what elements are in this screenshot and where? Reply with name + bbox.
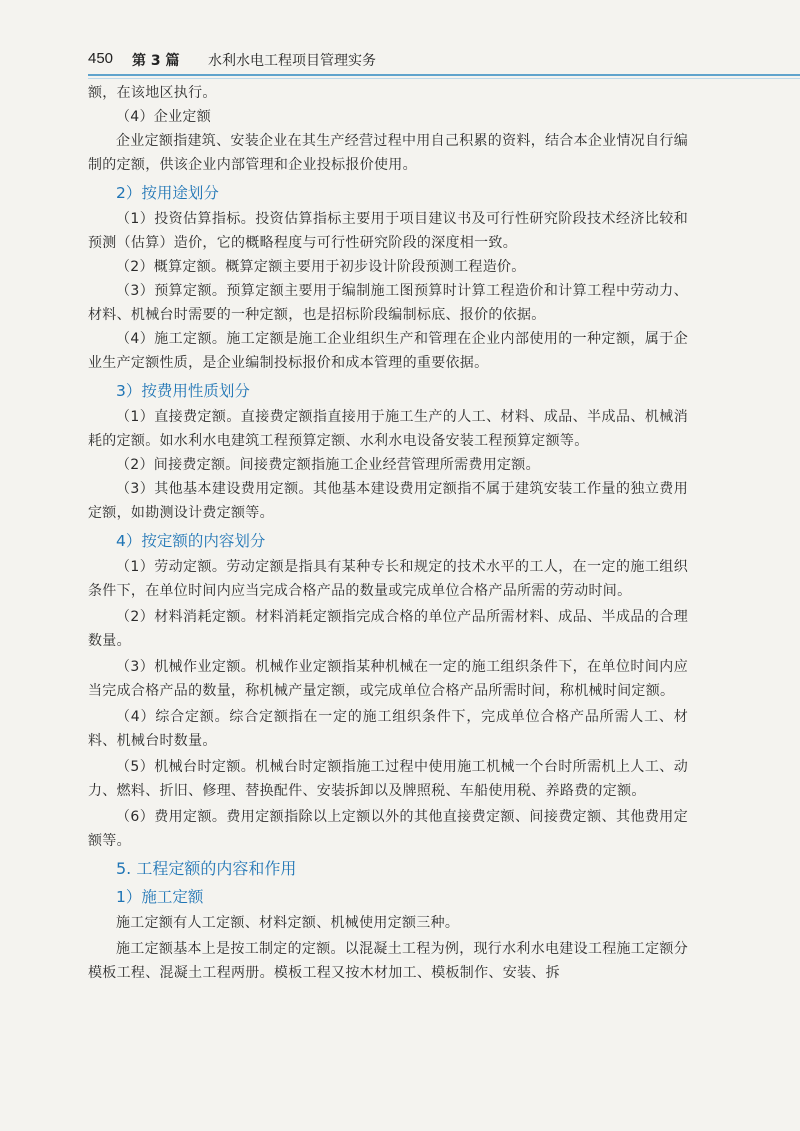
paragraph-enterprise-quota: 企业定额指建筑、安装企业在其生产经营过程中用自己积累的资料，结合本企业情况自行编制的定额，供该企业内部管理和企业投标报价使用。: [88, 133, 688, 173]
book-title: 水利水电工程项目管理实务: [208, 53, 376, 69]
paragraph-composite-quota: （4）综合定额。综合定额指在一定的施工组织条件下，完成单位合格产品所需人工、材料、机械台时数量。: [88, 709, 688, 749]
running-header: [88, 46, 788, 72]
heading-by-use: 2）按用途划分: [116, 184, 219, 202]
paragraph-fee-quota: （6）费用定额。费用定额指除以上定额以外的其他直接费定额、间接费定额、其他费用定额等。: [88, 809, 688, 849]
paragraph-labor-quota: （1）劳动定额。劳动定额是指具有某种专长和规定的技术水平的工人，在一定的施工组织条件下，在单位时间内应当完成合格产品的数量或完成单位合格产品所需的劳动时间。: [88, 559, 688, 599]
paragraph-material-quota: （2）材料消耗定额。材料消耗定额指完成合格的单位产品所需材料、成品、半成品的合理数量。: [88, 609, 688, 649]
header-rule: [88, 74, 800, 76]
paragraph-machine-quota: （3）机械作业定额。机械作业定额指某种机械在一定的施工组织条件下，在单位时间内应当完成合格产品的数量，称机械产量定额，或完成单位合格产品所需时间，称机械时间定额。: [88, 659, 688, 699]
paragraph-continuation: 额，在该地区执行。: [88, 85, 217, 101]
paragraph-other-fee: （3）其他基本建设费用定额。其他基本建设费用定额指不属于建筑安装工作量的独立费用定额，如勘测设计费定额等。: [88, 481, 688, 521]
heading-by-fee-nature: 3）按费用性质划分: [116, 382, 250, 400]
paragraph-construction-types: 施工定额有人工定额、材料定额、机械使用定额三种。: [116, 915, 460, 931]
paragraph-enterprise-quota-label: （4）企业定额: [116, 109, 212, 125]
paragraph-construction-detail: 施工定额基本上是按工制定的定额。以混凝土工程为例，现行水利水电建设工程施工定额分模板工程、混凝土工程两册。模板工程又按木材加工、模板制作、安装、拆: [88, 941, 688, 981]
paragraph-construction-quota: （4）施工定额。施工定额是施工企业组织生产和管理在企业内部使用的一种定额，属于企业生产定额性质，是企业编制投标报价和成本管理的重要依据。: [88, 331, 688, 371]
paragraph-investment-estimate: （1）投资估算指标。投资估算指标主要用于项目建议书及可行性研究阶段技术经济比较和预测（估算）造价，它的概略程度与可行性研究阶段的深度相一致。: [88, 211, 688, 251]
part-label: 第 3 篇: [132, 53, 180, 69]
page-number: 450: [88, 50, 114, 67]
paragraph-indirect-fee: （2）间接费定额。间接费定额指施工企业经营管理所需费用定额。: [116, 457, 540, 473]
header-rule-thin: [88, 78, 800, 79]
page-body: [88, 81, 688, 985]
paragraph-budgetary-estimate: （2）概算定额。概算定额主要用于初步设计阶段预测工程造价。: [116, 259, 526, 275]
heading-section-5: 5. 工程定额的内容和作用: [116, 859, 297, 878]
paragraph-budget-quota: （3）预算定额。预算定额主要用于编制施工图预算时计算工程造价和计算工程中劳动力、材料、机械台时需要的一种定额，也是招标阶段编制标底、报价的依据。: [88, 283, 688, 323]
paragraph-machine-hour-quota: （5）机械台时定额。机械台时定额指施工过程中使用施工机械一个台时所需机上人工、动力、燃料、折旧、修理、替换配件、安装拆卸以及牌照税、车船使用税、养路费的定额。: [88, 759, 688, 799]
heading-construction-quota: 1）施工定额: [116, 888, 204, 906]
heading-by-content: 4）按定额的内容划分: [116, 532, 266, 550]
paragraph-direct-fee: （1）直接费定额。直接费定额指直接用于施工生产的人工、材料、成品、半成品、机械消耗的定额。如水利水电建筑工程预算定额、水利水电设备安装工程预算定额等。: [88, 409, 688, 449]
